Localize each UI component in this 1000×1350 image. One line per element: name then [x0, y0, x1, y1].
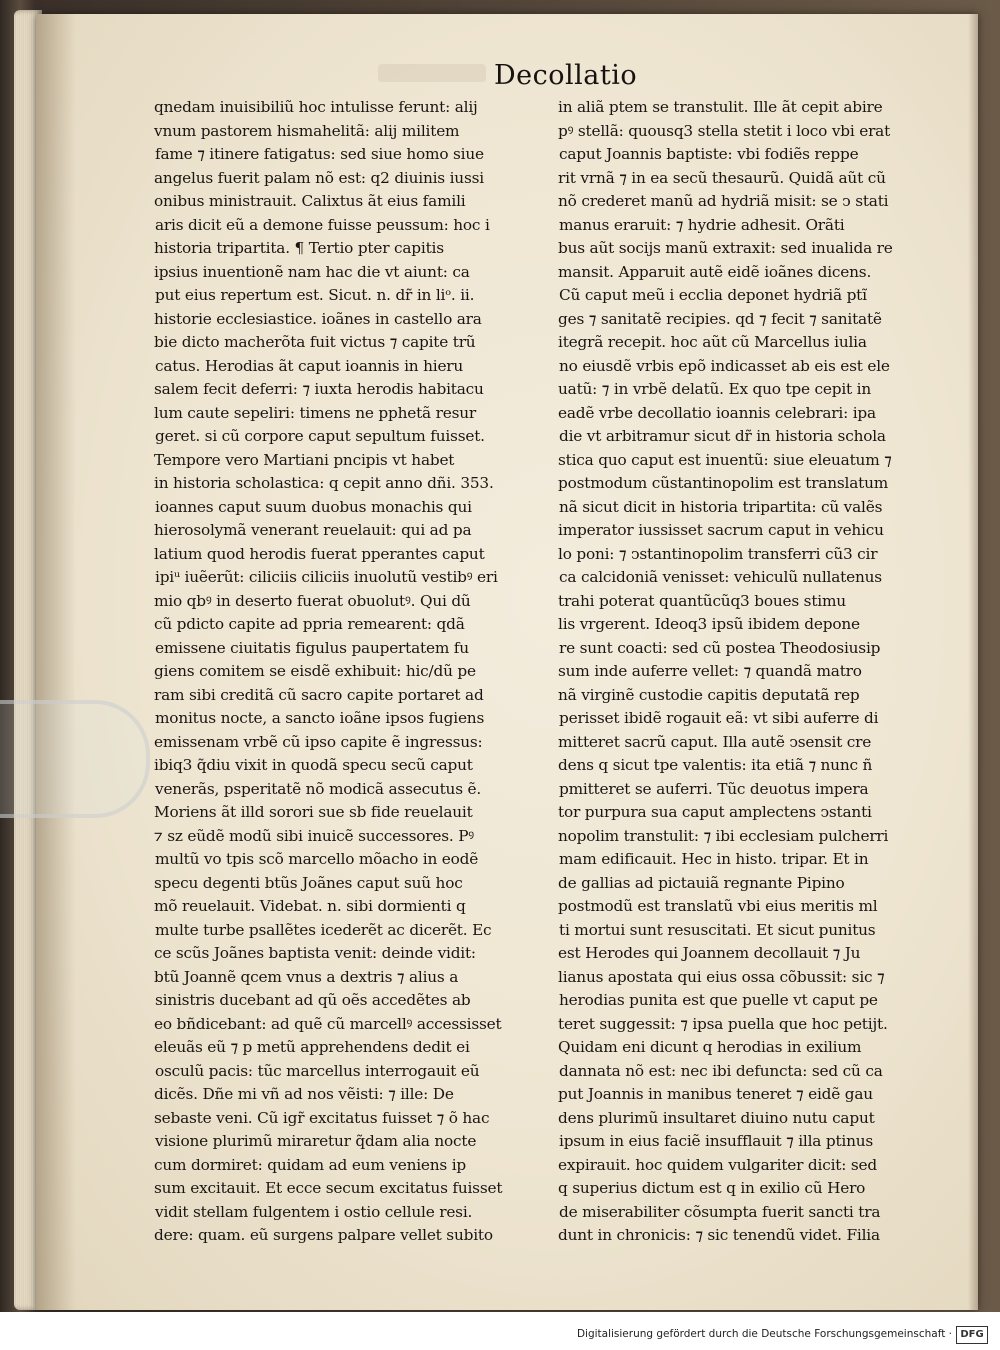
text-line: herodias punita est que puelle vt caput pe — [559, 991, 878, 1009]
text-line: onibus ministrauit. Calixtus ãt eius famili — [154, 192, 466, 210]
text-line: mam edificauit. Hec in histo. tripar. Et in — [559, 850, 869, 868]
text-line: vidit stellam fulgentem i ostio cellule resi. — [155, 1202, 473, 1221]
text-line: nã sicut dicit in historia tripartita: cũ valẽs — [559, 497, 883, 516]
text-line: monitus nocte, a sancto ioãne ipsos fugiens — [155, 709, 485, 727]
text-line: ti mortui sunt resuscitati. Et sicut punitus — [559, 920, 876, 939]
text-line: est Herodes qui Joannem decollauit ⁊ Ju — [558, 944, 861, 962]
text-line: in historia scholastica: q cepit anno dñi. 353. — [154, 474, 494, 492]
text-line: imperator iussisset sacrum caput in vehicu — [558, 521, 884, 539]
text-line: dens q sicut tpe valentis: ita etiã ⁊ nunc ñ — [558, 756, 873, 774]
text-line: mitteret sacrũ caput. Illa autẽ ↄsensit cre — [558, 732, 872, 751]
text-line: nõ crederet manũ ad hydriã misit: se ↄ stati — [558, 192, 889, 210]
text-line: mõ reuelauit. Videbat. n. sibi dormienti q — [154, 897, 466, 915]
text-line: aris dicit eũ a demone fuisse peussum: hoc i — [155, 215, 490, 234]
text-line: mansit. Apparuit autẽ eidẽ ioãnes dicens. — [558, 262, 872, 281]
right-text-column — [558, 96, 948, 1248]
text-line: rit vrnã ⁊ in ea secũ thesaurũ. Quidã aũt cũ — [558, 168, 886, 187]
text-line: ibiq3 q̃diu vixit in quodã specu secũ caput — [154, 756, 473, 774]
text-line: sebaste veni. Cũ igr̃ excitatus fuisset ⁊ õ hac — [154, 1108, 490, 1127]
text-line: qnedam inuisibiliũ hoc intulisse ferunt: alij — [154, 98, 478, 116]
text-line: eleuãs eũ ⁊ p metũ apprehendens dedit ei — [154, 1038, 470, 1056]
text-line: Tempore vero Martiani pncipis vt habet — [154, 450, 455, 469]
text-line: ram sibi creditã cũ sacro capite portaret ad — [154, 685, 484, 704]
text-line: latium quod herodis fuerat pperantes caput — [154, 544, 485, 563]
text-line: q superius dictum est q in exilio cũ Hero — [558, 1179, 866, 1197]
text-line: catus. Herodias ãt caput ioannis in hieru — [155, 356, 464, 375]
text-line: sum inde auferre vellet: ⁊ quandã matro — [558, 662, 862, 680]
text-line: put eius repertum est. Sicut. n. dr̃ in liᵒ. ii. — [155, 286, 475, 304]
text-line: stica quo caput est inuentũ: siue eleuatum ⁊ — [558, 450, 892, 469]
text-line: angelus fuerit palam nõ est: q2 diuinis iussi — [154, 168, 484, 187]
text-line: multũ vo tpis scõ marcello mõacho in eodẽ — [155, 850, 479, 868]
text-line: re sunt coacti: sed cũ postea Theodosiusip — [559, 638, 881, 657]
text-line: dens plurimũ insultaret diuino nutu caput — [558, 1108, 875, 1127]
text-line: visione plurimũ miraretur q̃dam alia nocte — [155, 1132, 477, 1150]
running-title: Decollatio — [494, 60, 638, 91]
text-line: ce scũs Joãnes baptista venit: deinde vidit: — [154, 944, 476, 962]
footer-credit: Digitalisierung gefördert durch die Deutsche Forschungsgemeinschaft · — [576, 1328, 952, 1340]
text-line: manus eraruit: ⁊ hydrie adhesit. Orãti — [559, 215, 845, 234]
text-line: historia tripartita. ¶ Tertio pter capitis — [154, 239, 444, 257]
text-line: de miserabiliter cõsumpta fuerit sancti tra — [559, 1202, 881, 1221]
text-line: osculũ pacis: tũc marcellus interrogauit eũ — [155, 1061, 480, 1080]
text-line: Cũ caput meũ i ecclia deponet hydriã ptĩ — [559, 286, 867, 304]
text-line: emissenam vrbẽ cũ ipso capite ẽ ingressus: — [154, 732, 483, 751]
text-line: ipsius inuentionẽ nam hac die vt aiunt: ca — [154, 262, 470, 281]
text-line: ipiᵘ iuẽerũt: ciliciis ciliciis inuolutũ vestibꝰ eri — [155, 568, 498, 586]
text-line: ges ⁊ sanitatẽ recipies. qd ⁊ fecit ⁊ sanitatẽ — [558, 309, 882, 328]
text-line: ca calcidoniã venisset: vehiculũ nullatenus — [559, 568, 882, 586]
text-line: sum excitauit. Et ecce secum excitatus fuisset — [154, 1179, 503, 1197]
text-line: trahi poterat quantũcũq3 boues stimu — [558, 591, 846, 610]
text-line: perisset ibidẽ rogauit eã: vt sibi auferre di — [559, 709, 879, 727]
text-line: fame ⁊ itinere fatigatus: sed siue homo siue — [155, 145, 484, 163]
text-line: dere: quam. eũ surgens palpare vellet subito — [154, 1226, 493, 1244]
left-text-column — [154, 96, 542, 1248]
text-line: eadẽ vrbe decollatio ioannis celebrari: ipa — [558, 403, 876, 422]
text-line: die vt arbitramur sicut dr̃ in historia schola — [559, 427, 886, 445]
text-line: emissene ciuitatis figulus paupertatem fu — [155, 638, 469, 657]
text-line: pꝰ stellã: quousq3 stella stetit i loco vbi erat — [558, 121, 891, 140]
text-line: bie dicto macherõta fuit victus ⁊ capite trũ — [154, 333, 476, 351]
text-line: pmitteret se auferri. Tũc deuotus impera — [559, 779, 869, 798]
text-line: geret. si cũ corpore caput sepultum fuisset. — [155, 427, 485, 445]
dfg-logo: DFG — [956, 1326, 988, 1344]
text-line: cũ pdicto capite ad ppria remearent: qdã — [154, 615, 465, 633]
text-line: postmodũ est translatũ vbi eius meritis ml — [558, 897, 878, 915]
text-line: venerãs, psperitatẽ nõ modicã assecutus ẽ. — [155, 779, 482, 798]
text-line: teret suggessit: ⁊ ipsa puella que hoc petijt. — [558, 1014, 888, 1033]
text-line: salem fecit deferri: ⁊ iuxta herodis habitacu — [154, 380, 484, 398]
text-line: bus aũt socijs manũ extraxit: sed inualida re — [558, 239, 893, 257]
text-line: put Joannis in manibus teneret ⁊ eidẽ gau — [558, 1085, 873, 1103]
footer-bar — [0, 1312, 1000, 1350]
text-line: ipsum in eius faciẽ insufflauit ⁊ illa ptinus — [559, 1132, 874, 1150]
text-line: itegrã recepit. hoc aũt cũ Marcellus iulia — [558, 333, 867, 351]
text-line: lis vrgerent. Ideoq3 ipsũ ibidem depone — [558, 615, 860, 633]
text-line: btũ Joannẽ qcem vnus a dextris ⁊ alius a — [154, 967, 459, 986]
text-line: ioannes caput suum duobus monachis qui — [155, 497, 472, 516]
page-clip — [0, 700, 150, 818]
text-line: eo bñdicebant: ad quẽ cũ marcellꝰ accessisset — [154, 1014, 502, 1033]
text-line: no eiusdẽ vrbis epõ indicasset ab eis est ele — [559, 356, 890, 375]
text-line: lianus apostata qui eius ossa cõbussit: sic ⁊ — [558, 967, 885, 986]
text-line: multe turbe psallẽtes icederẽt ac dicerẽt. Ec — [155, 920, 492, 939]
text-line: nã virginẽ custodie capitis deputatã rep — [558, 685, 860, 704]
show-through-mark — [378, 64, 486, 82]
text-line: giens comitem se eisdẽ exhibuit: hic/dũ pe — [154, 662, 476, 680]
text-line: ⁊ sz eũdẽ modũ sibi inuicẽ successores. Pꝰ — [154, 826, 474, 845]
text-line: in aliã ptem se transtulit. Ille ãt cepit abire — [558, 98, 883, 116]
text-line: historie ecclesiastice. ioãnes in castello ara — [154, 309, 482, 328]
text-line: tor purpura sua caput amplectens ↄstanti — [558, 803, 872, 821]
text-line: nopolim transtulit: ⁊ ibi ecclesiam pulcherri — [558, 826, 889, 845]
text-line: uatũ: ⁊ in vrbẽ delatũ. Ex quo tpe cepit in — [558, 380, 871, 398]
text-line: caput Joannis baptiste: vbi fodiẽs reppe — [559, 145, 859, 163]
text-line: cum dormiret: quidam ad eum veniens ip — [154, 1155, 467, 1174]
text-line: postmodum cũstantinopolim est translatum — [558, 474, 889, 492]
text-line: lum caute sepeliri: timens ne pphetã resur — [154, 403, 476, 422]
text-line: Quidam eni dicunt q herodias in exilium — [558, 1038, 862, 1056]
text-line: lo poni: ⁊ ↄstantinopolim transferri cũ3 cir — [558, 544, 878, 563]
text-line: specu degenti btũs Joãnes caput suũ hoc — [154, 873, 463, 892]
text-line: dannata nõ est: nec ibi defuncta: sed cũ ca — [559, 1061, 883, 1080]
text-line: expirauit. hoc quidem vulgariter dicit: sed — [558, 1155, 877, 1174]
text-line: sinistris ducebant ad qũ oẽs accedẽtes ab — [155, 991, 471, 1009]
text-line: dicẽs. Dñe mi vñ ad nos vẽisti: ⁊ ille: De — [154, 1085, 454, 1103]
page-gutter-shadow — [36, 14, 76, 1310]
text-line: Moriens ãt illd sorori sue sb fide reuelauit — [154, 803, 473, 821]
text-line: dunt in chronicis: ⁊ sic tenendũ videt. Filia — [558, 1226, 880, 1244]
text-line: vnum pastorem hismahelitã: alij militem — [154, 121, 460, 140]
page-right-edge — [968, 14, 978, 1310]
text-line: hierosolymã venerant reuelauit: qui ad pa — [154, 521, 472, 539]
text-line: mio qbꝰ in deserto fuerat obuolutꝰ. Qui dũ — [154, 591, 471, 610]
text-line: de gallias ad pictauiã regnante Pipino — [558, 873, 845, 892]
